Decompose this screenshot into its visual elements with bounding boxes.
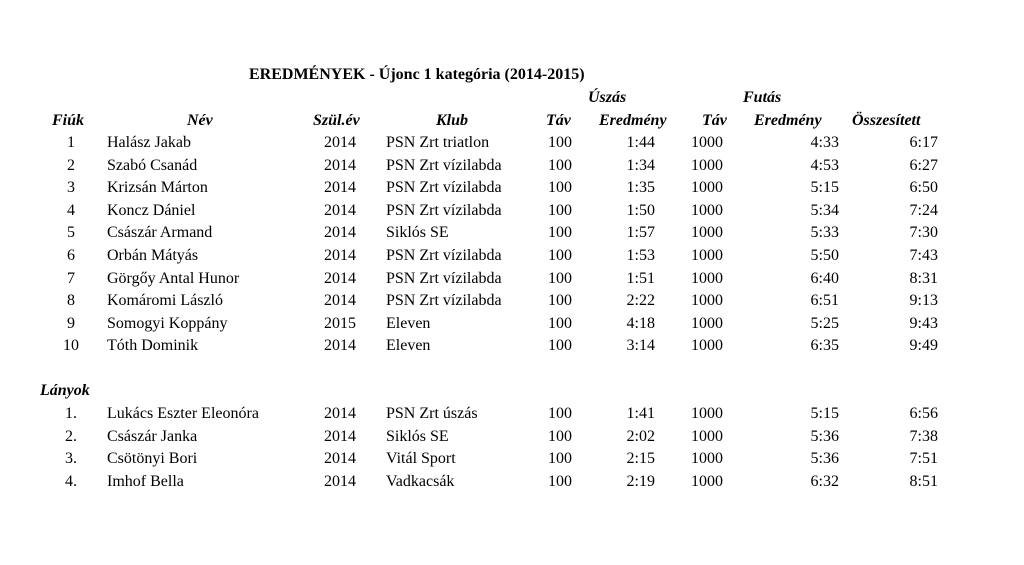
cell-club: PSN Zrt vízilabda xyxy=(386,269,502,287)
girls-section-header: Lányok xyxy=(40,382,90,399)
cell-run-distance: 1000 xyxy=(691,179,723,197)
cell-name: Csötönyi Bori xyxy=(107,450,198,468)
cell-run-distance: 1000 xyxy=(691,134,723,151)
cell-name: Komáromi László xyxy=(107,292,223,310)
cell-swim-distance: 100 xyxy=(548,450,572,468)
cell-total: 6:50 xyxy=(909,179,938,197)
cell-total: 6:27 xyxy=(909,156,938,174)
cell-name: Lukács Eszter Eleonóra xyxy=(107,405,259,422)
cell-total: 7:38 xyxy=(909,427,938,445)
cell-swim-result: 1:51 xyxy=(626,269,655,287)
cell-name: Orbán Mátyás xyxy=(107,247,199,264)
cell-club: PSN Zrt triatlon xyxy=(386,134,490,151)
cell-run-result: 6:51 xyxy=(810,292,839,310)
cell-run-result: 5:36 xyxy=(810,427,839,445)
cell-birth-year: 2014 xyxy=(324,156,356,174)
col-header-run-result: Eredmény xyxy=(754,112,822,129)
cell-club: Eleven xyxy=(386,337,431,355)
cell-birth-year: 2014 xyxy=(324,292,356,310)
cell-swim-result: 1:34 xyxy=(626,156,655,174)
cell-club: PSN Zrt vízilabda xyxy=(386,179,502,197)
cell-total: 7:43 xyxy=(909,247,938,264)
cell-birth-year: 2014 xyxy=(324,201,356,219)
cell-run-distance: 1000 xyxy=(691,427,723,445)
cell-place: 3. xyxy=(65,450,77,468)
group-header-run: Futás xyxy=(743,89,782,106)
cell-run-result: 4:33 xyxy=(810,134,839,151)
cell-club: PSN Zrt úszás xyxy=(386,405,478,422)
cell-birth-year: 2014 xyxy=(324,269,356,287)
cell-run-result: 4:53 xyxy=(810,156,839,174)
cell-swim-result: 1:41 xyxy=(626,405,655,422)
cell-swim-distance: 100 xyxy=(548,247,572,264)
cell-total: 7:30 xyxy=(909,224,938,242)
cell-run-distance: 1000 xyxy=(691,405,723,422)
cell-run-distance: 1000 xyxy=(691,337,723,355)
cell-club: Siklós SE xyxy=(386,224,449,242)
cell-swim-result: 2:15 xyxy=(626,450,655,468)
cell-swim-distance: 100 xyxy=(548,427,572,445)
cell-swim-result: 2:02 xyxy=(626,427,655,445)
cell-place: 1 xyxy=(67,134,75,151)
cell-run-result: 5:34 xyxy=(810,201,839,219)
cell-club: Vitál Sport xyxy=(386,450,456,468)
cell-swim-distance: 100 xyxy=(548,337,572,355)
cell-place: 5 xyxy=(67,224,75,242)
cell-swim-result: 2:19 xyxy=(626,472,655,490)
cell-swim-result: 1:50 xyxy=(626,201,655,219)
cell-run-distance: 1000 xyxy=(691,247,723,264)
cell-run-distance: 1000 xyxy=(691,292,723,310)
cell-swim-result: 1:44 xyxy=(626,134,655,151)
cell-place: 10 xyxy=(63,337,79,355)
cell-swim-result: 1:57 xyxy=(626,224,655,242)
cell-birth-year: 2014 xyxy=(324,450,356,468)
group-header-swim: Úszás xyxy=(588,89,627,106)
cell-birth-year: 2014 xyxy=(324,405,356,422)
cell-place: 2 xyxy=(67,156,75,174)
cell-birth-year: 2014 xyxy=(324,134,356,151)
cell-swim-result: 3:14 xyxy=(626,337,655,355)
cell-place: 4. xyxy=(65,472,77,490)
cell-swim-distance: 100 xyxy=(548,405,572,422)
col-header-total: Összesített xyxy=(852,112,921,129)
cell-name: Koncz Dániel xyxy=(107,201,196,219)
cell-swim-distance: 100 xyxy=(548,156,572,174)
cell-name: Halász Jakab xyxy=(107,134,191,151)
cell-total: 6:17 xyxy=(909,134,938,151)
cell-run-result: 5:25 xyxy=(810,314,839,332)
cell-swim-distance: 100 xyxy=(548,179,572,197)
cell-run-distance: 1000 xyxy=(691,156,723,174)
cell-birth-year: 2014 xyxy=(324,337,356,355)
cell-swim-distance: 100 xyxy=(548,314,572,332)
cell-club: PSN Zrt vízilabda xyxy=(386,201,502,219)
cell-club: PSN Zrt vízilabda xyxy=(386,292,502,310)
cell-run-distance: 1000 xyxy=(691,314,723,332)
cell-birth-year: 2014 xyxy=(324,224,356,242)
col-header-run-distance: Táv xyxy=(702,112,727,129)
page-title: EREDMÉNYEK - Újonc 1 kategória (2014-2015) xyxy=(249,66,585,83)
cell-name: Szabó Csanád xyxy=(107,156,198,174)
cell-total: 7:51 xyxy=(909,450,938,468)
cell-run-result: 5:50 xyxy=(810,247,839,264)
cell-run-result: 6:40 xyxy=(810,269,839,287)
cell-place: 2. xyxy=(65,427,77,445)
col-header-swim-distance: Táv xyxy=(546,112,571,129)
cell-club: Vadkacsák xyxy=(386,472,455,490)
cell-total: 6:56 xyxy=(909,405,938,422)
col-header-place: Fiúk xyxy=(52,112,85,129)
cell-club: Eleven xyxy=(386,314,431,332)
cell-club: PSN Zrt vízilabda xyxy=(386,247,502,264)
cell-swim-distance: 100 xyxy=(548,134,572,151)
cell-swim-distance: 100 xyxy=(548,472,572,490)
cell-place: 3 xyxy=(67,179,75,197)
cell-swim-distance: 100 xyxy=(548,292,572,310)
cell-run-result: 5:15 xyxy=(810,405,839,422)
col-header-swim-result: Eredmény xyxy=(599,112,667,129)
cell-birth-year: 2014 xyxy=(324,179,356,197)
cell-run-distance: 1000 xyxy=(691,224,723,242)
cell-total: 8:31 xyxy=(909,269,938,287)
cell-birth-year: 2015 xyxy=(324,314,356,332)
cell-place: 9 xyxy=(67,314,75,332)
cell-birth-year: 2014 xyxy=(324,427,356,445)
cell-total: 9:13 xyxy=(909,292,938,310)
col-header-birth-year: Szül.év xyxy=(313,112,360,129)
cell-swim-distance: 100 xyxy=(548,224,572,242)
cell-run-result: 5:33 xyxy=(810,224,839,242)
cell-birth-year: 2014 xyxy=(324,472,356,490)
cell-name: Imhof Bella xyxy=(107,472,184,490)
cell-place: 1. xyxy=(65,405,77,422)
col-header-club: Klub xyxy=(436,112,469,129)
cell-name: Krizsán Márton xyxy=(107,179,208,197)
cell-swim-result: 1:35 xyxy=(626,179,655,197)
cell-place: 8 xyxy=(67,292,75,310)
cell-run-distance: 1000 xyxy=(691,201,723,219)
cell-run-result: 6:35 xyxy=(810,337,839,355)
cell-run-distance: 1000 xyxy=(691,472,723,490)
cell-run-result: 5:36 xyxy=(810,450,839,468)
cell-place: 7 xyxy=(67,269,75,287)
cell-run-result: 6:32 xyxy=(810,472,839,490)
cell-birth-year: 2014 xyxy=(324,247,356,264)
cell-run-result: 5:15 xyxy=(810,179,839,197)
cell-name: Tóth Dominik xyxy=(107,337,199,355)
cell-name: Császár Armand xyxy=(107,224,213,242)
cell-name: Somogyi Koppány xyxy=(107,314,228,332)
cell-run-distance: 1000 xyxy=(691,269,723,287)
cell-club: Siklós SE xyxy=(386,427,449,445)
cell-swim-result: 1:53 xyxy=(626,247,655,264)
cell-name: Görgőy Antal Hunor xyxy=(107,269,240,287)
cell-club: PSN Zrt vízilabda xyxy=(386,156,502,174)
cell-swim-distance: 100 xyxy=(548,201,572,219)
cell-run-distance: 1000 xyxy=(691,450,723,468)
cell-name: Császár Janka xyxy=(107,427,198,445)
cell-swim-result: 2:22 xyxy=(626,292,655,310)
col-header-name: Név xyxy=(187,112,213,129)
cell-total: 9:49 xyxy=(909,337,938,355)
cell-place: 6 xyxy=(67,247,75,264)
cell-swim-result: 4:18 xyxy=(626,314,655,332)
cell-total: 9:43 xyxy=(909,314,938,332)
cell-place: 4 xyxy=(67,201,75,219)
cell-total: 7:24 xyxy=(909,201,938,219)
cell-total: 8:51 xyxy=(909,472,938,490)
cell-swim-distance: 100 xyxy=(548,269,572,287)
